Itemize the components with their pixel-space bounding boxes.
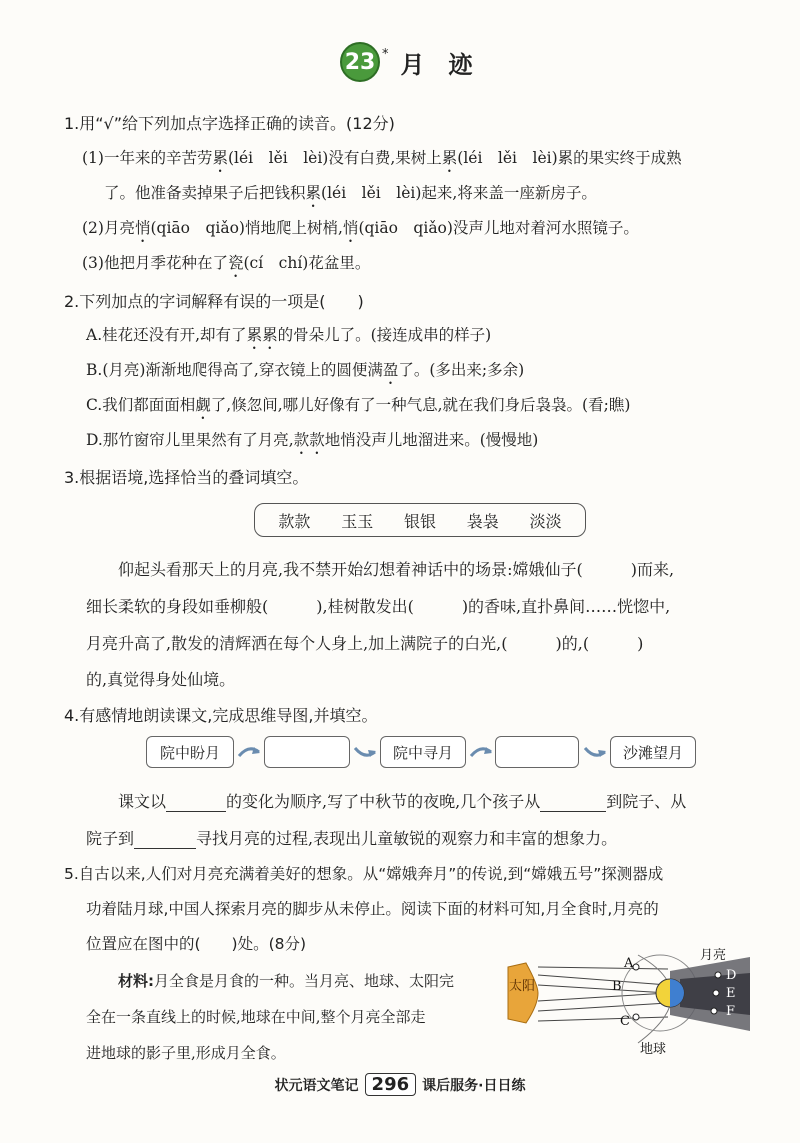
q3-para-line-1: 仰起头看那天上的月亮,我不禁开始幻想着神话中的场景:嫦娥仙子( )而来, <box>118 560 675 579</box>
word-bank-item: 袅袅 <box>466 511 499 531</box>
eclipse-diagram <box>500 945 760 1060</box>
earth-label: 地球 <box>640 1042 667 1057</box>
mindmap-box-4-blank[interactable] <box>495 736 579 768</box>
word-bank <box>254 503 586 537</box>
q3-para-line-3: 月亮升高了,散发的清辉洒在每个人身上,加上满院子的白光,( )的,( ) <box>86 634 644 653</box>
mindmap-arrow-icon <box>352 742 378 762</box>
q1-stem: 1.用“√”给下列加点字选择正确的读音。(12分) <box>64 114 395 133</box>
word-bank-item: 玉玉 <box>341 511 374 531</box>
page-number: 296 <box>365 1073 417 1096</box>
q4-fill-line-1: 课文以 的变化为顺序,写了中秋节的夜晚,几个孩子从 到院子、从 <box>118 792 687 811</box>
footer-book-title: 状元语文笔记 <box>274 1078 359 1094</box>
mindmap-box-3: 院中寻月 <box>380 736 466 768</box>
q5-material-line-1: 材料:月全食是月食的一种。当月亮、地球、太阳完 <box>118 972 455 990</box>
point-label-f: F <box>726 1004 736 1019</box>
mindmap-box-2-blank[interactable] <box>264 736 350 768</box>
q2-option-b: B.(月亮)渐渐地爬得高了,穿衣镜上的圆便满盈了。(多出来;多余) <box>86 361 525 379</box>
point-label-b: B <box>612 979 622 994</box>
point-label-a: A <box>624 956 634 971</box>
mindmap-arrow-icon <box>468 742 494 762</box>
moon-label: 月亮 <box>700 948 727 963</box>
footer-series-title: 课后服务·日日练 <box>422 1078 526 1094</box>
q3-para-line-2: 细长柔软的身段如垂柳般( ),桂树散发出( )的香味,直扑鼻间……恍惚中, <box>86 597 671 616</box>
q2-stem: 2.下列加点的字词解释有误的一项是( ) <box>64 292 364 311</box>
word-bank-item: 淡淡 <box>529 511 562 531</box>
mindmap-box-5: 沙滩望月 <box>610 736 696 768</box>
q5-stem-line-3: 位置应在图中的( )处。(8分) <box>86 935 307 953</box>
lesson-number-badge: 23 <box>340 42 380 82</box>
q3-stem: 3.根据语境,选择恰当的叠词填空。 <box>64 468 309 487</box>
q5-material-line-2: 全在一条直线上的时候,地球在中间,整个月亮全部走 <box>86 1008 426 1026</box>
lesson-star: * <box>382 46 389 62</box>
mindmap-box-1: 院中盼月 <box>146 736 234 768</box>
blank-line[interactable] <box>166 793 226 812</box>
q1-line-2: 了。他准备卖掉果子后把钱积累(léi lěi lèi)起来,将来盖一座新房子。 <box>104 184 597 202</box>
point-label-d: D <box>726 968 737 983</box>
lesson-header <box>340 42 497 82</box>
page-title: 月迹 <box>400 50 497 79</box>
mindmap-arrow-icon <box>582 742 608 762</box>
word-bank-item: 款款 <box>278 511 311 531</box>
word-bank-item: 银银 <box>403 511 436 531</box>
q1-line-3: (2)月亮悄(qiāo qiǎo)悄地爬上树梢,悄(qiāo qiǎo)没声儿地对着河水照镜子。 <box>82 219 639 237</box>
q2-option-c: C.我们都面面相觑了,倏忽间,哪儿好像有了一种气息,就在我们身后袅袅。(看;瞧) <box>86 396 631 414</box>
blank-line[interactable] <box>540 793 606 812</box>
q2-option-d: D.那竹窗帘儿里果然有了月亮,款款地悄没声儿地溜进来。(慢慢地) <box>86 431 539 449</box>
q4-stem: 4.有感情地朗读课文,完成思维导图,并填空。 <box>64 706 378 725</box>
point-label-e: E <box>726 986 736 1001</box>
q4-fill-line-2: 院子到 寻找月亮的过程,表现出儿童敏锐的观察力和丰富的想象力。 <box>86 829 618 848</box>
q1-line-1: (1)一年来的辛苦劳累(léi lěi lèi)没有白费,果树上累(léi lěi lèi)累的果实终于成熟 <box>82 149 682 167</box>
q2-option-a: A.桂花还没有开,却有了累累的骨朵儿了。(接连成串的样子) <box>86 326 492 344</box>
blank-line[interactable] <box>134 830 196 849</box>
page-footer <box>0 1073 800 1096</box>
q5-stem-line-2: 功着陆月球,中国人探索月亮的脚步从未停止。阅读下面的材料可知,月全食时,月亮的 <box>86 900 659 918</box>
mindmap-arrow-icon <box>236 742 262 762</box>
sun-label: 太阳 <box>508 979 536 994</box>
q3-para-line-4: 的,真觉得身处仙境。 <box>86 670 236 689</box>
point-label-c: C <box>620 1014 630 1029</box>
q1-line-4: (3)他把月季花种在了瓷(cí chí)花盆里。 <box>82 254 371 272</box>
q5-material-line-3: 进地球的影子里,形成月全食。 <box>86 1044 286 1062</box>
q5-stem-line-1: 5.自古以来,人们对月亮充满着美好的想象。从“嫦娥奔月”的传说,到“嫦娥五号”探测器成 <box>64 865 664 883</box>
